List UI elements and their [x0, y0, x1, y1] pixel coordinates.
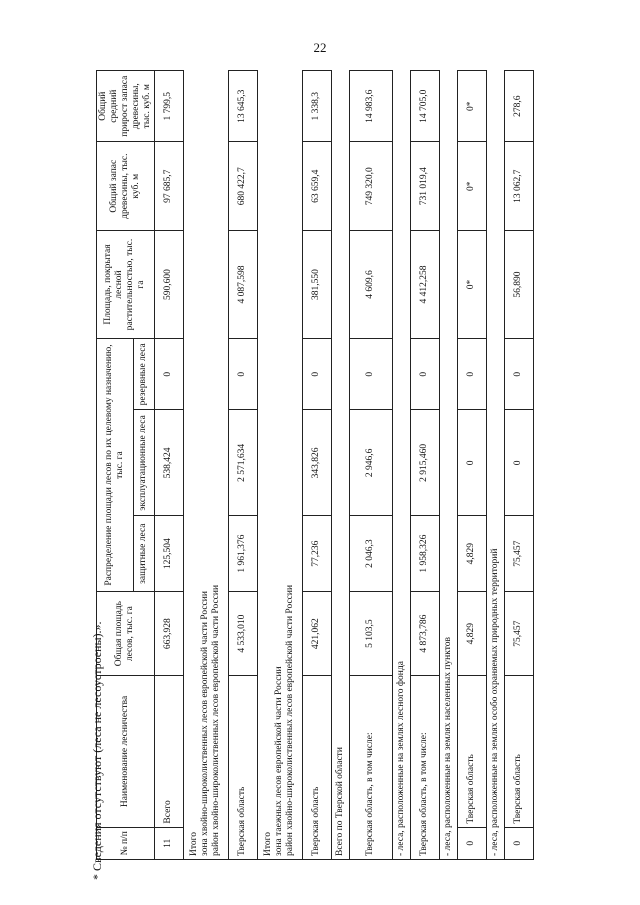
row-num: 0: [457, 827, 486, 859]
section-row: [331, 71, 349, 860]
section-label: Итого зона таежных лесов европейской части России район хвойно-широколиственных лесов европейской части России: [257, 339, 302, 860]
section-row: [486, 71, 504, 860]
cell-protective: 77,236: [302, 516, 331, 592]
cell-covered-area: 56,890: [504, 231, 533, 339]
section-row: [183, 71, 228, 860]
row-name: Тверская область, в том числе:: [349, 676, 392, 860]
cell-total-stock: 13 062,7: [504, 142, 533, 231]
table-row: [302, 71, 331, 860]
cell-growth: 14 983,6: [349, 71, 392, 142]
section-label: - леса, расположенные на землях лесного фонда: [392, 339, 410, 860]
header-protective: защитные леса: [133, 516, 154, 592]
cell-protective: 1 961,376: [228, 516, 257, 592]
cell-growth: 13 645,3: [228, 71, 257, 142]
table-row: [410, 71, 439, 860]
cell-covered-area: 4 609,6: [349, 231, 392, 339]
header-name: Наименование лесничества: [97, 676, 155, 827]
cell-protective: 4,829: [457, 516, 486, 592]
cell-growth: 0*: [457, 71, 486, 142]
header-exploitation: эксплуатационные леса: [133, 410, 154, 516]
cell-total-stock: 63 659,4: [302, 142, 331, 231]
cell-total-area: 421,062: [302, 591, 331, 675]
cell-exploitation: 2 915,460: [410, 410, 439, 516]
section-row: [257, 71, 302, 860]
header-reserve: резервные леса: [133, 339, 154, 410]
table-row: [457, 71, 486, 860]
section-label: - леса, расположенные на землях населенных пунктов: [439, 339, 457, 860]
section-row: [392, 71, 410, 860]
cell-growth: 1 799,5: [154, 71, 183, 142]
cell-protective: 2 046,3: [349, 516, 392, 592]
cell-total-stock: 731 019,4: [410, 142, 439, 231]
cell-covered-area: 4 412,258: [410, 231, 439, 339]
cell-total-area: 4 873,786: [410, 591, 439, 675]
cell-growth: 14 705,0: [410, 71, 439, 142]
header-total-stock: Общий запас древесины, тыс. куб. м: [97, 142, 155, 231]
table-row: [154, 71, 183, 860]
cell-total-area: 5 103,5: [349, 591, 392, 675]
row-num: 11: [154, 827, 183, 859]
table-row: [349, 71, 392, 860]
row-name: Тверская область: [457, 676, 486, 827]
cell-reserve: 0: [302, 339, 331, 410]
section-label: Итого зона хвойно-широколиственных лесов европейской части России район хвойно-широколиственных лесов европейской части России: [183, 339, 228, 860]
cell-exploitation: 0: [457, 410, 486, 516]
forest-table-rotated: [96, 70, 556, 860]
cell-reserve: 0: [154, 339, 183, 410]
cell-exploitation: 538,424: [154, 410, 183, 516]
cell-reserve: 0: [349, 339, 392, 410]
cell-total-stock: 680 422,7: [228, 142, 257, 231]
cell-exploitation: 2 946,6: [349, 410, 392, 516]
section-label: Всего по Тверской области: [331, 339, 349, 860]
row-name: Всего: [154, 676, 183, 827]
row-name: Тверская область: [302, 676, 331, 860]
cell-reserve: 0: [410, 339, 439, 410]
cell-total-area: 4,829: [457, 591, 486, 675]
cell-total-area: 4 533,010: [228, 591, 257, 675]
row-name: Тверская область: [228, 676, 257, 860]
cell-exploitation: 0: [504, 410, 533, 516]
cell-exploitation: 343,826: [302, 410, 331, 516]
cell-covered-area: 0*: [457, 231, 486, 339]
footnote: * Сведения отсутствуют (леса не лесоустроены).».: [90, 621, 104, 880]
table-row: [228, 71, 257, 860]
cell-exploitation: 2 571,634: [228, 410, 257, 516]
cell-covered-area: 4 087,598: [228, 231, 257, 339]
cell-growth: 278,6: [504, 71, 533, 142]
header-distribution: Распределение площади лесов по их целевому назначению, тыс. га: [97, 339, 134, 592]
cell-covered-area: 590,600: [154, 231, 183, 339]
cell-total-stock: 749 320,0: [349, 142, 392, 231]
header-total-area: Общая площадь лесов, тыс. га: [97, 591, 155, 675]
cell-total-stock: 97 685,7: [154, 142, 183, 231]
cell-total-area: 75,457: [504, 591, 533, 675]
cell-reserve: 0: [504, 339, 533, 410]
cell-growth: 1 338,3: [302, 71, 331, 142]
header-covered-area: Площадь, покрытая лесной растительностью, тыс. га: [97, 231, 155, 339]
header-growth: Общий средний прирост запаса древесины, тыс. куб. м: [97, 71, 155, 142]
row-name: Тверская область, в том числе:: [410, 676, 439, 860]
section-row: [439, 71, 457, 860]
row-name: Тверская область: [504, 676, 533, 827]
cell-total-stock: 0*: [457, 142, 486, 231]
cell-protective: 75,457: [504, 516, 533, 592]
page-number: 22: [313, 40, 327, 55]
cell-covered-area: 381,550: [302, 231, 331, 339]
cell-reserve: 0: [228, 339, 257, 410]
cell-protective: 1 958,326: [410, 516, 439, 592]
row-num: 0: [504, 827, 533, 859]
table-row: [504, 71, 533, 860]
cell-total-area: 663,928: [154, 591, 183, 675]
cell-protective: 125,504: [154, 516, 183, 592]
header-num: № п/п: [97, 827, 155, 859]
forest-distribution-table: [96, 70, 534, 860]
cell-reserve: 0: [457, 339, 486, 410]
section-label: - леса, расположенные на землях особо охраняемых природных территорий: [486, 339, 504, 860]
